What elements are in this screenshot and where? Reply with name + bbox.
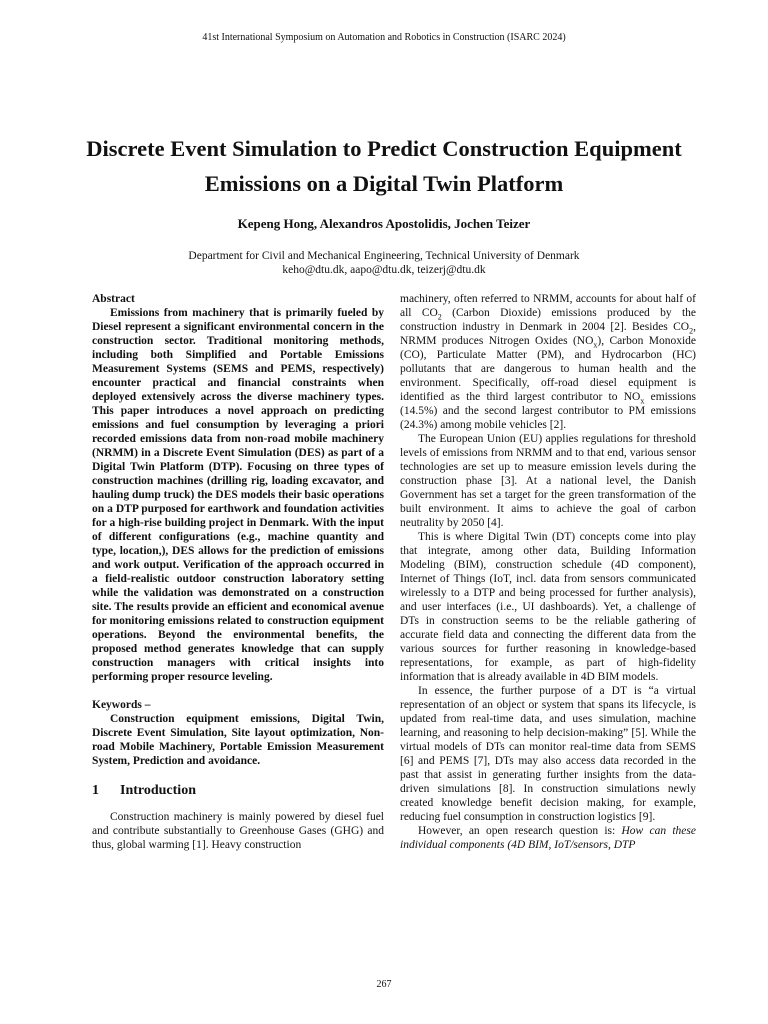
intro-paragraph: Construction machinery is mainly powered by diesel fuel and contribute substantially to Greenhouse Gases (GHG) and thus, global warming [1]. Heavy construction xyxy=(92,811,384,851)
affiliation: Department for Civil and Mechanical Engineering, Technical University of Denmark xyxy=(188,250,580,262)
keywords-heading: Keywords – xyxy=(92,699,151,711)
text-run: (Carbon Dioxide) emissions produced by the construction industry in Denmark in 2004 [2]. Besides CO xyxy=(400,307,696,333)
paragraph-research-question xyxy=(400,824,696,852)
text-run: , NRMM produces Nitrogen Oxides (NO xyxy=(400,321,696,347)
paper-title: Discrete Event Simulation to Predict Construction Equipment Emissions on a Digital Twin Platform xyxy=(86,136,682,196)
affiliation-block xyxy=(0,249,768,277)
subscript: 2 xyxy=(437,312,442,322)
subscript: x xyxy=(640,396,645,406)
paragraph-dt-purpose: In essence, the further purpose of a DT is “a virtual representation of an object or system that spans its lifecycle, is updated from real-time data, and uses simulation, machine learning, and reasoning to help decision-making” [5]. While the virtual models of DTs can monitor real-time data from SEMS [6] and PEMS [7], DTs may also access data recorded in the past that assist in generating further insights from the data-driven simulations [8]. In construction simulations newly created knowledge benefit decision making, for example, reducing fuel consumption in construction logistics [9]. xyxy=(400,685,696,823)
subscript: 2 xyxy=(689,326,694,336)
text-run: However, an open research question is: xyxy=(418,825,622,837)
text-run: emissions (14.5%) and the second largest contributor to PM emissions (24.3%) among mobile vehicles [2]. xyxy=(400,391,696,431)
paragraph-nrmm xyxy=(400,292,696,432)
subscript: x xyxy=(593,340,598,350)
keywords-text: Construction equipment emissions, Digital Twin, Discrete Event Simulation, Site layout optimization, Non-road Mobile Machinery, Portable Emission Measurement System, Prediction and avoidance. xyxy=(92,713,384,767)
abstract-heading: Abstract xyxy=(92,293,135,305)
section-number: 1 xyxy=(92,783,99,798)
author-list: Kepeng Hong, Alexandros Apostolidis, Jochen Teizer xyxy=(237,216,531,231)
running-header: 41st International Symposium on Automation and Robotics in Construction (ISARC 2024) xyxy=(202,32,566,43)
page-number: 267 xyxy=(376,979,392,990)
paragraph-digital-twin: This is where Digital Twin (DT) concepts come into play that integrate, among other data, Building Information Modeling (BIM), construction schedule (4D component), Internet of Things (IoT, incl. data from sensors communicated wirelessly to a DTP and being processed for further analysis), and user interfaces (i.e., UI dashboards). Yet, a challenge of DTs in construction seems to be the reliable gathering of accurate field data and connecting the different data from the various sources for further reasoning in knowledge-based representations, for example, as part of high-fidelity information that is already available in 4D BIM models. xyxy=(400,531,696,683)
author-emails: keho@dtu.dk, aapo@dtu.dk, teizerj@dtu.dk xyxy=(282,264,486,276)
left-column xyxy=(92,292,384,852)
abstract-text: Emissions from machinery that is primarily fueled by Diesel represent a significant environmental concern in the construction sector. Traditional monitoring methods, including both Simplified and Portable Emissions Measurement Systems (SEMS and PEMS, respectively) encounter practical and financial constraints when deployed extensively across the diverse machinery types. This paper introduces a novel approach on predicting emissions and fuel consumption by leveraging a priori recorded emissions data from non-road mobile machinery (NRMM) in a Discrete Event Simulation (DES) as part of a Digital Twin Platform (DTP). Focusing on three types of construction machines (drilling rig, loading excavator, and hauling dump truck) the DES models their basic operations on a DTP purposed for earthwork and foundation activities for a high-rise building project in Denmark. With the input of different configurations (e.g., machine quantity and type, location,), DES allows for the prediction of emissions and work output. Verification of the approach occurred in a field-realistic outdoor construction laboratory setting while the validation was demonstrated on a construction site. The results provide an efficient and economical avenue for monitoring emissions related to construction equipment operations. Beyond the environmental benefits, the proposed method generates knowledge that can supply construction managers with critical insights into performing proper resource leveling. xyxy=(92,307,384,683)
paragraph-eu: The European Union (EU) applies regulations for threshold levels of emissions from NRMM and to that end, various sensor technologies are set up to measure emission levels during the construction phase [3]. At a national level, the Danish Government has set a target for the green transformation of the built environment. It aims to achieve the goal of carbon neutrality by 2050 [4]. xyxy=(400,433,696,529)
text-run: machinery, often referred to NRMM, accounts for about half of all CO xyxy=(400,293,696,319)
section-heading xyxy=(92,784,384,798)
text-run: ), Carbon Monoxide (CO), Particulate Matter (PM), and Hydrocarbon (HC) pollutants that are dangerous to human health and the environment. Specifically, off-road diesel equipment is identified as the third largest contributor to NO xyxy=(400,335,696,403)
right-column xyxy=(400,292,696,852)
section-title: Introduction xyxy=(120,783,196,798)
research-question: How can these individual components (4D BIM, IoT/sensors, DTP xyxy=(400,825,696,851)
